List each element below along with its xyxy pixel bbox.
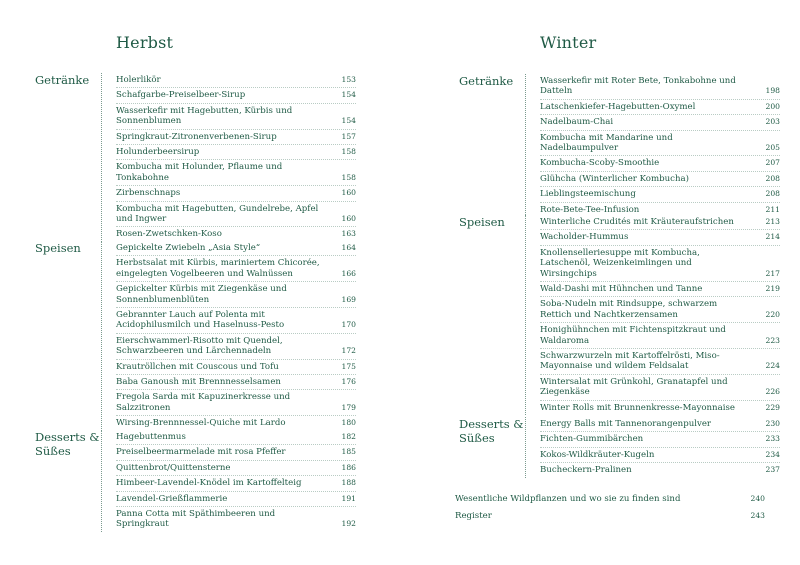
page-number: 182 bbox=[341, 432, 356, 441]
page-number: 154 bbox=[341, 116, 356, 126]
page-number: 211 bbox=[765, 204, 780, 214]
category-label: Desserts & Süßes bbox=[35, 430, 100, 458]
page-number: 229 bbox=[765, 402, 780, 412]
page-number: 200 bbox=[765, 101, 780, 111]
toc-entry[interactable] bbox=[116, 241, 356, 256]
page-number: 166 bbox=[341, 268, 356, 278]
entry-title: Holunderbeersirup bbox=[116, 147, 200, 158]
page-number: 185 bbox=[341, 447, 356, 457]
entry-title: Kombucha mit Hagebutten, Gundelrebe, Apfel und Ingwer bbox=[116, 203, 319, 225]
toc-entry[interactable] bbox=[116, 360, 356, 375]
toc-entry[interactable] bbox=[116, 160, 356, 186]
category-label: Getränke bbox=[459, 74, 514, 88]
page-number: 243 bbox=[750, 511, 765, 521]
toc-entry[interactable] bbox=[116, 390, 356, 416]
page-number: 205 bbox=[765, 143, 780, 153]
entry-title: Lavendel-Grießflammerie bbox=[116, 493, 228, 504]
page-number: 233 bbox=[765, 434, 780, 444]
entry-title: Springkraut-Zitronenverbenen-Sirup bbox=[116, 131, 277, 142]
toc-entry[interactable] bbox=[540, 215, 780, 230]
page-number: 160 bbox=[341, 188, 356, 198]
page-number: 220 bbox=[765, 309, 780, 319]
toc-entry[interactable] bbox=[540, 74, 780, 100]
entry-title: Wesentliche Wildpflanzen und wo sie zu finden sind bbox=[455, 494, 681, 504]
category-label: Speisen bbox=[459, 215, 505, 229]
toc-entry[interactable] bbox=[455, 509, 765, 523]
entry-title: Latschenkiefer-Hagebutten-Oxymel bbox=[540, 101, 696, 112]
entry-list bbox=[101, 430, 356, 532]
toc-entry[interactable] bbox=[116, 73, 356, 88]
entry-title: Kombucha mit Holunder, Pflaume und Tonkabohne bbox=[116, 162, 283, 183]
entry-title: Quittenbrot/Quittensterne bbox=[116, 462, 231, 473]
page-number: 208 bbox=[765, 173, 780, 183]
toc-entry[interactable] bbox=[116, 430, 356, 445]
toc-entry[interactable] bbox=[540, 282, 780, 297]
page-number: 191 bbox=[341, 493, 356, 503]
entry-title: Rosen-Zwetschken-Koso bbox=[116, 229, 222, 240]
page-number: 208 bbox=[765, 189, 780, 199]
toc-entry[interactable] bbox=[116, 282, 356, 308]
entry-title: Wasserkefir mit Roter Bete, Tonkabohne und Datteln bbox=[540, 76, 736, 97]
page-number: 158 bbox=[341, 172, 356, 182]
entry-list bbox=[525, 74, 780, 217]
entry-title: Wacholder-Hummus bbox=[540, 232, 629, 243]
entry-title: Schwarzwurzeln mit Kartoffelrösti, Miso-Mayonnaise und wildem Feldsalat bbox=[540, 351, 720, 372]
entry-title: Gepickelter Kürbis mit Ziegenkäse und Sonnenblumenblüten bbox=[116, 284, 287, 305]
entry-title: Himbeer-Lavendel-Knödel im Kartoffelteig bbox=[116, 478, 302, 489]
page-number: 179 bbox=[341, 402, 356, 412]
entry-title: Kombucha-Scoby-Smoothie bbox=[540, 158, 660, 169]
page-number: 164 bbox=[341, 243, 356, 252]
toc-entry[interactable] bbox=[116, 308, 356, 334]
entry-title: Glühcha (Winterlicher Kombucha) bbox=[540, 173, 689, 184]
toc-entry[interactable] bbox=[116, 334, 356, 360]
page-number: 188 bbox=[341, 478, 356, 488]
page-number: 186 bbox=[341, 462, 356, 472]
entry-list bbox=[101, 73, 356, 242]
entry-title: Lieblingsteemischung bbox=[540, 189, 636, 200]
toc-entry[interactable] bbox=[116, 445, 356, 460]
category-label: Speisen bbox=[35, 241, 81, 255]
entry-title: Kombucha mit Mandarine und Nadelbaumpulver bbox=[540, 132, 673, 154]
toc-entry[interactable] bbox=[540, 323, 780, 349]
entry-title: Bucheckern-Pralinen bbox=[540, 465, 632, 476]
entry-title: Wasserkefir mit Hagebutten, Kürbis und Sonnenblumen bbox=[116, 105, 293, 127]
toc-entry[interactable] bbox=[540, 448, 780, 463]
toc-entry[interactable] bbox=[540, 131, 780, 157]
toc-entry[interactable] bbox=[116, 492, 356, 507]
toc-entry[interactable] bbox=[540, 246, 780, 282]
entry-list bbox=[101, 241, 356, 431]
page-number: 169 bbox=[341, 294, 356, 304]
toc-entry[interactable] bbox=[116, 202, 356, 228]
page-number: 213 bbox=[765, 217, 780, 226]
category-label: Getränke bbox=[35, 73, 90, 87]
page-number: 234 bbox=[765, 449, 780, 459]
entry-title: Nadelbaum-Chai bbox=[540, 117, 614, 128]
entry-title: Rote-Bete-Tee-Infusion bbox=[540, 204, 640, 215]
page-number: 192 bbox=[341, 519, 356, 529]
appendix-entries bbox=[455, 492, 765, 527]
title-herbst: Herbst bbox=[116, 33, 174, 52]
toc-entry[interactable] bbox=[540, 349, 780, 375]
page-number: 157 bbox=[341, 131, 356, 141]
toc-entry[interactable] bbox=[116, 130, 356, 145]
page-number: 223 bbox=[765, 335, 780, 345]
page-number: 207 bbox=[765, 158, 780, 168]
page-number: 170 bbox=[341, 320, 356, 330]
toc-entry[interactable] bbox=[540, 187, 780, 202]
page-number: 154 bbox=[341, 90, 356, 100]
entry-title: Baba Ganoush mit Brennnesselsamen bbox=[116, 377, 281, 388]
page-number: 198 bbox=[765, 86, 780, 96]
toc-entry[interactable] bbox=[116, 507, 356, 532]
entry-title: Register bbox=[455, 511, 492, 522]
entry-title: Schafgarbe-Preiselbeer-Sirup bbox=[116, 90, 246, 101]
entry-list bbox=[525, 215, 780, 415]
entry-list bbox=[525, 417, 780, 478]
page-number: 237 bbox=[765, 465, 780, 475]
entry-title: Gepickelte Zwiebeln „Asia Style“ bbox=[116, 243, 261, 253]
toc-entry[interactable] bbox=[540, 100, 780, 115]
entry-title: Wintersalat mit Grünkohl, Granatapfel und Ziegenkäse bbox=[540, 376, 728, 398]
toc-entry[interactable] bbox=[455, 492, 765, 506]
page-number: 224 bbox=[765, 361, 780, 371]
page-number: 158 bbox=[341, 147, 356, 157]
category-label: Desserts & Süßes bbox=[459, 417, 524, 445]
entry-title: Winter Rolls mit Brunnenkresse-Mayonnaise bbox=[540, 402, 735, 413]
page-number: 214 bbox=[765, 232, 780, 242]
page-number: 226 bbox=[765, 387, 780, 397]
toc-entry[interactable] bbox=[540, 172, 780, 187]
entry-title: Holerlikör bbox=[116, 75, 161, 85]
entry-title: Hagebuttenmus bbox=[116, 432, 186, 442]
toc-entry[interactable] bbox=[116, 227, 356, 241]
toc-entry[interactable] bbox=[116, 145, 356, 160]
entry-title: Kokos-Wildkräuter-Kugeln bbox=[540, 449, 655, 460]
entry-title: Preiselbeermarmelade mit rosa Pfeffer bbox=[116, 447, 286, 458]
toc-entry[interactable] bbox=[540, 156, 780, 171]
toc-entry[interactable] bbox=[116, 461, 356, 476]
toc-entry[interactable] bbox=[116, 476, 356, 491]
toc-entry[interactable] bbox=[540, 375, 780, 401]
title-winter: Winter bbox=[540, 33, 597, 52]
entry-title: Knollenselleriesuppe mit Kombucha, Latschenöl, Weizenkeimlingen und Wirsingchips bbox=[540, 247, 700, 279]
toc-entry[interactable] bbox=[116, 256, 356, 282]
toc-entry[interactable] bbox=[540, 432, 780, 447]
entry-title: Honighühnchen mit Fichtenspitzkraut und Waldaroma bbox=[540, 325, 726, 346]
entry-title: Fregola Sarda mit Kapuzinerkresse und Salzzitronen bbox=[116, 392, 291, 413]
entry-title: Zirbenschnaps bbox=[116, 188, 181, 199]
entry-title: Fichten-Gummibärchen bbox=[540, 434, 644, 445]
entry-title: Panna Cotta mit Späthimbeeren und Springkraut bbox=[116, 509, 276, 530]
entry-title: Herbstsalat mit Kürbis, mariniertem Chicorée, eingelegten Vogelbeeren und Walnüssen bbox=[116, 258, 320, 279]
toc-entry[interactable] bbox=[540, 401, 780, 415]
toc-entry[interactable] bbox=[540, 115, 780, 130]
page-number: 175 bbox=[341, 361, 356, 371]
page-number: 240 bbox=[750, 494, 765, 503]
page-number: 219 bbox=[765, 284, 780, 294]
page-number: 230 bbox=[765, 419, 780, 428]
toc-entry[interactable] bbox=[540, 463, 780, 477]
page-number: 163 bbox=[341, 229, 356, 239]
toc-entry[interactable] bbox=[116, 416, 356, 430]
page-number: 203 bbox=[765, 117, 780, 127]
entry-title: Krautröllchen mit Couscous und Tofu bbox=[116, 361, 279, 372]
entry-title: Winterliche Crudités mit Kräuteraufstrichen bbox=[540, 217, 734, 227]
entry-title: Gebrannter Lauch auf Polenta mit Acidophilusmilch und Haselnuss-Pesto bbox=[116, 310, 285, 331]
entry-title: Energy Balls mit Tannenorangenpulver bbox=[540, 419, 712, 429]
page-number: 160 bbox=[341, 214, 356, 224]
toc-entry[interactable] bbox=[540, 297, 780, 323]
page-number: 176 bbox=[341, 377, 356, 387]
toc-entry[interactable] bbox=[116, 186, 356, 201]
page-number: 153 bbox=[341, 75, 356, 84]
entry-title: Soba-Nudeln mit Rindsuppe, schwarzem Rettich und Nachtkerzensamen bbox=[540, 299, 718, 320]
toc-entry[interactable] bbox=[116, 375, 356, 390]
entry-title: Wald-Dashi mit Hühnchen und Tanne bbox=[540, 284, 703, 295]
toc-entry[interactable] bbox=[116, 104, 356, 130]
entry-title: Wirsing-Brennnessel-Quiche mit Lardo bbox=[116, 418, 286, 429]
page-number: 172 bbox=[341, 346, 356, 356]
toc-entry[interactable] bbox=[540, 417, 780, 432]
entry-title: Eierschwammerl-Risotto mit Quendel, Schwarzbeeren und Lärchennadeln bbox=[116, 335, 283, 357]
page-number: 217 bbox=[765, 268, 780, 278]
toc-entry[interactable] bbox=[540, 230, 780, 245]
page-number: 180 bbox=[341, 418, 356, 428]
toc-entry[interactable] bbox=[116, 88, 356, 103]
